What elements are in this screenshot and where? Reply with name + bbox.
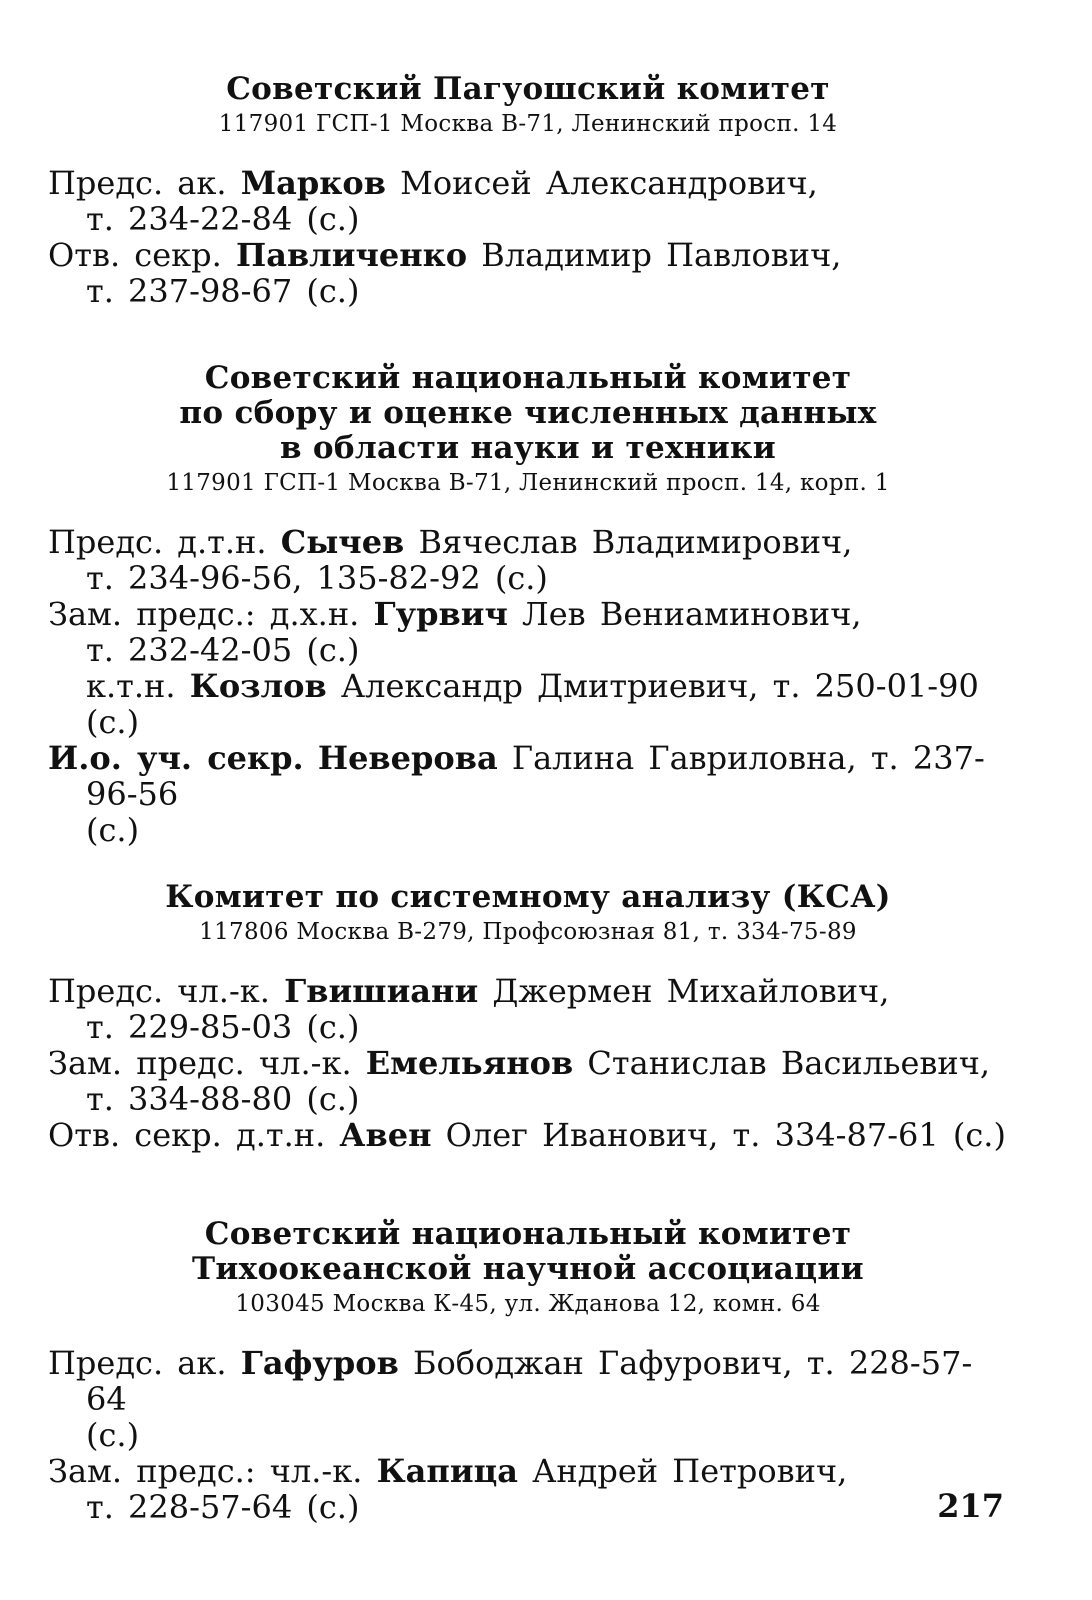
person-entry: [48, 1045, 1008, 1117]
directory-page: [48, 72, 1008, 1525]
person-entry: [48, 237, 1008, 309]
person-entry: [48, 1117, 1008, 1153]
section-title-line: Комитет по системному анализу (КСА): [165, 879, 891, 915]
section-pacific-science-committee: [48, 1217, 1008, 1525]
section-title: [48, 880, 1008, 915]
person-prefix: Предс. ак.: [48, 164, 227, 202]
person-contact: т. 228-57-64 (с.): [86, 1488, 360, 1526]
person-rest: Галина Гавриловна, т. 237-96-56: [86, 739, 985, 813]
person-entry: [48, 740, 1008, 848]
section-title: [48, 1217, 1008, 1287]
people-list: [48, 524, 1008, 848]
person-prefix: Отв. секр.: [48, 236, 222, 274]
person-prefix: Отв. секр. д.т.н.: [48, 1116, 326, 1154]
people-list: [48, 165, 1008, 309]
person-rest: Олег Иванович, т. 334-87-61 (с.): [445, 1116, 1006, 1154]
person-contact: (с.): [86, 703, 140, 741]
person-prefix: Зам. предс.: д.х.н.: [48, 595, 360, 633]
person-contact: т. 232-42-05 (с.): [86, 631, 360, 669]
section-system-analysis-committee: [48, 880, 1008, 1153]
person-prefix: Зам. предс.: чл.-к.: [48, 1452, 363, 1490]
section-title-line: в области науки и техники: [279, 430, 777, 466]
person-surname: Авен: [339, 1116, 432, 1154]
person-contact: (с.): [86, 811, 140, 849]
person-entry: [48, 1453, 1008, 1525]
person-contact: т. 237-98-67 (с.): [86, 272, 360, 310]
person-prefix: И.о. уч. секр.: [48, 739, 304, 777]
person-rest: Вячеслав Владимирович,: [418, 523, 853, 561]
person-surname: Марков: [240, 164, 386, 202]
person-rest: Станислав Васильевич,: [587, 1044, 991, 1082]
person-rest: Владимир Павлович,: [481, 236, 842, 274]
person-entry: [48, 524, 1008, 596]
person-surname: Гурвич: [373, 595, 508, 633]
section-address: 117806 Москва В-279, Профсоюзная 81, т. 334-75-89: [199, 919, 857, 945]
person-contact: т. 234-22-84 (с.): [86, 200, 360, 238]
person-contact: т. 229-85-03 (с.): [86, 1008, 360, 1046]
person-prefix: Предс. ак.: [48, 1344, 227, 1382]
section-title-line: Советский национальный комитет: [204, 360, 852, 396]
person-rest: Александр Дмитриевич, т. 250-01-90: [340, 667, 979, 705]
people-list: [48, 1345, 1008, 1525]
section-title-line: Тихоокеанской научной ассоциации: [192, 1251, 864, 1287]
section-title-line: Советский Пагуошский комитет: [226, 71, 830, 107]
person-rest: Бободжан Гафурович, т. 228-57-64: [86, 1344, 973, 1418]
person-contact: т. 334-88-80 (с.): [86, 1080, 360, 1118]
section-title: [48, 361, 1008, 466]
people-list: [48, 973, 1008, 1153]
section-numerical-data-committee: [48, 361, 1008, 848]
person-surname: Сычев: [280, 523, 405, 561]
person-entry: [48, 596, 1008, 668]
person-prefix: к.т.н.: [86, 667, 176, 705]
person-entry: [48, 1345, 1008, 1453]
person-rest: Лев Вениаминович,: [522, 595, 862, 633]
person-prefix: Предс. чл.-к.: [48, 972, 270, 1010]
person-entry: [48, 668, 1008, 740]
section-address: 117901 ГСП-1 Москва В-71, Ленинский просп. 14, корп. 1: [166, 470, 890, 496]
section-title-line: по сбору и оценке численных данных: [179, 395, 877, 431]
person-entry: [48, 973, 1008, 1045]
section-address: 117901 ГСП-1 Москва В-71, Ленинский просп. 14: [218, 111, 838, 137]
person-surname: Гафуров: [240, 1344, 399, 1382]
person-surname: Неверова: [317, 739, 498, 777]
person-entry: [48, 165, 1008, 237]
section-title-line: Советский национальный комитет: [204, 1216, 852, 1252]
section-title: [48, 72, 1008, 107]
person-surname: Гвишиани: [284, 972, 479, 1010]
person-contact: (с.): [86, 1416, 140, 1454]
person-prefix: Зам. предс. чл.-к.: [48, 1044, 352, 1082]
person-contact: т. 234-96-56, 135-82-92 (с.): [86, 559, 548, 597]
person-surname: Павличенко: [235, 236, 468, 274]
section-address: 103045 Москва К-45, ул. Жданова 12, комн. 64: [235, 1291, 821, 1317]
page-number: 217: [937, 1487, 1004, 1525]
person-surname: Капица: [376, 1452, 518, 1490]
person-surname: Козлов: [189, 667, 327, 705]
person-prefix: Предс. д.т.н.: [48, 523, 267, 561]
person-rest: Джермен Михайлович,: [492, 972, 890, 1010]
person-rest: Андрей Петрович,: [532, 1452, 848, 1490]
person-surname: Емельянов: [365, 1044, 574, 1082]
section-pugwash-committee: [48, 72, 1008, 309]
person-rest: Моисей Александрович,: [400, 164, 818, 202]
